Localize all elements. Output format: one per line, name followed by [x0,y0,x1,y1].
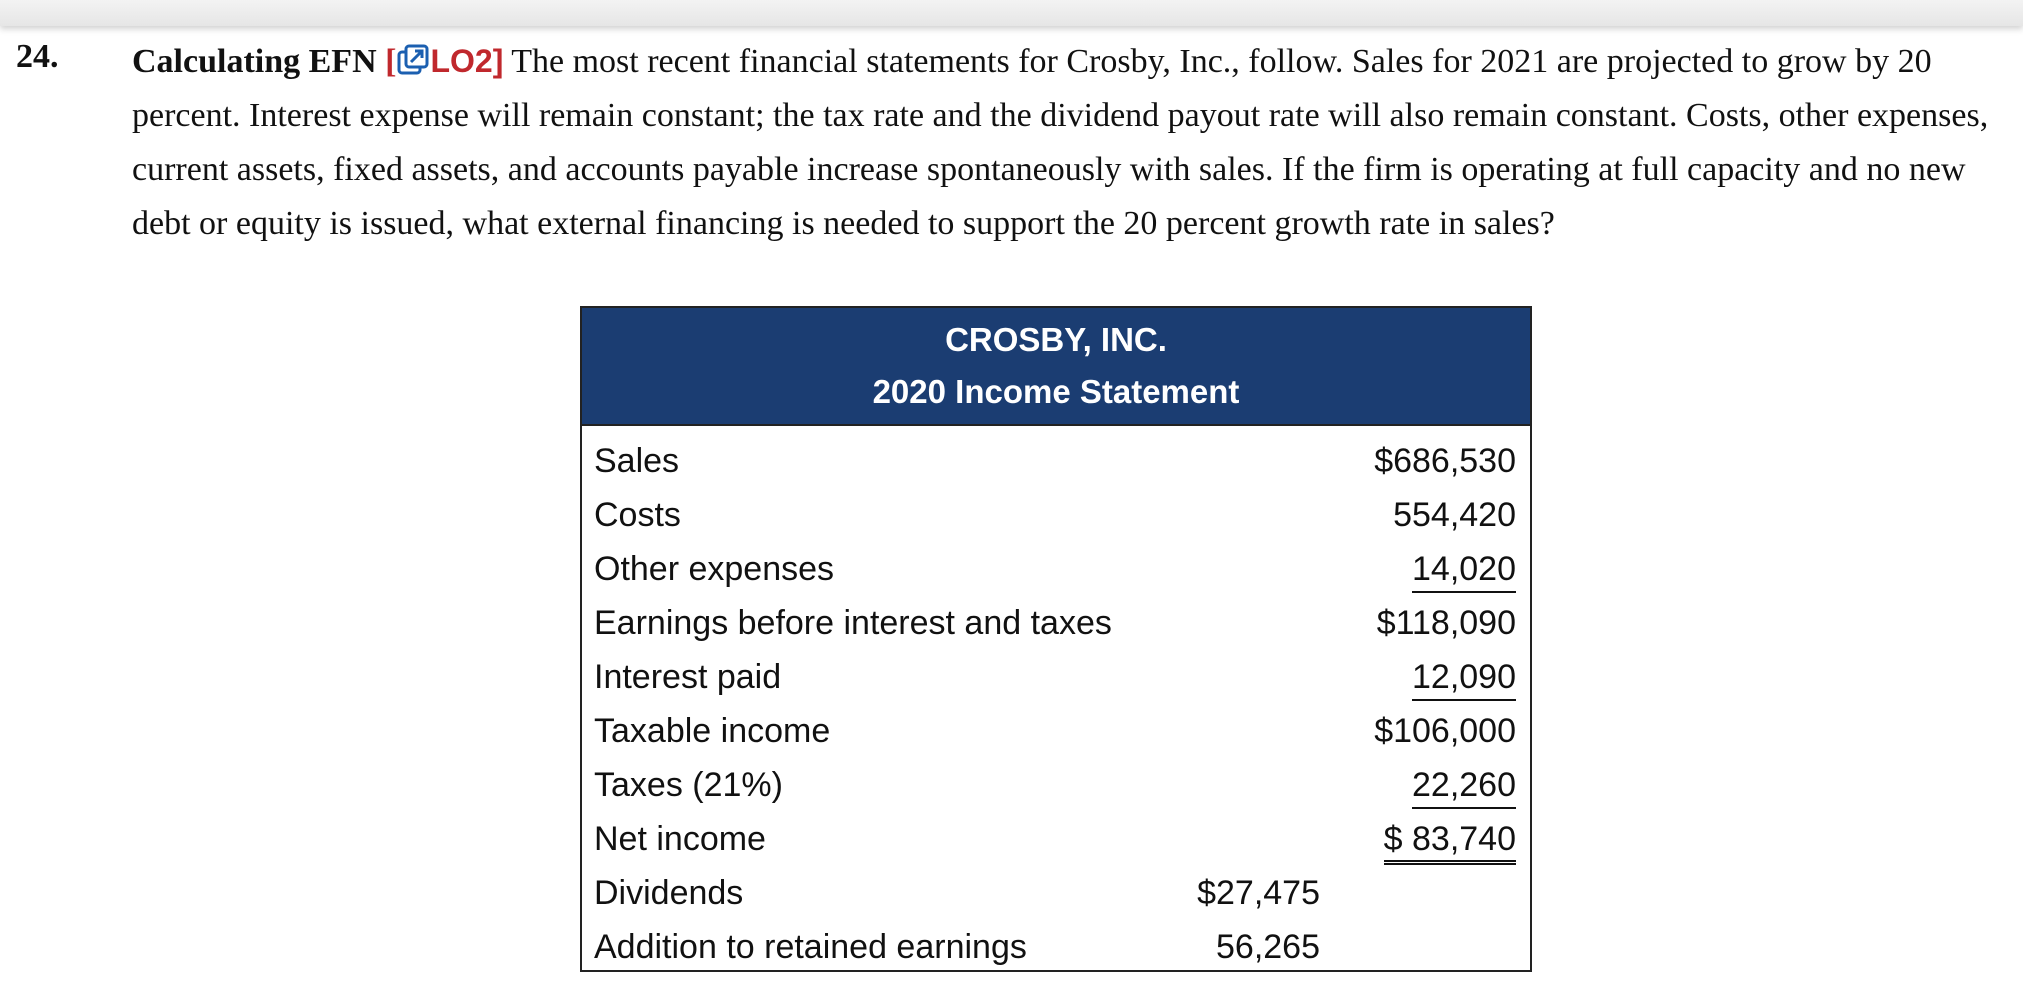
row-label: Interest paid [594,658,782,696]
row-label: Other expenses [594,550,835,588]
row-value: $686,530 [1374,442,1516,480]
table-row [582,596,1530,650]
statement-rows [582,426,1530,974]
top-bar [0,0,2023,26]
row-value: 56,265 [1216,928,1320,966]
row-label: Earnings before interest and taxes [594,604,1112,642]
row-value: 12,090 [1412,658,1516,701]
row-value: 22,260 [1412,766,1516,809]
question-body-line1: The most recent financial statements for Crosby, Inc., follow. Sales for 2021 are projected to [503,43,1769,80]
row-label: Sales [594,442,680,480]
table-row [582,434,1530,488]
company-name: CROSBY, INC. [945,321,1167,358]
row-value: $118,090 [1376,604,1516,642]
question-number: 24. [16,38,59,75]
statement-title: 2020 Income Statement [872,373,1240,410]
row-label: Taxable income [594,712,831,750]
statement-header [582,308,1530,426]
row-value: $27,475 [1197,874,1320,912]
row-value: 554,420 [1393,496,1516,534]
row-label: Taxes (21%) [594,766,783,804]
table-row [582,758,1530,812]
row-label: Net income [594,820,766,858]
question-title: Calculating EFN [132,43,377,80]
learning-objective-link[interactable]: LO2] [430,43,504,79]
table-row [582,704,1530,758]
question-body-rest: grow by 20 percent. Interest expense will remain constant; the tax rate and the dividend payout rate will also remain constant. Costs, other expenses, current assets, fixed assets, and accounts payable increase spontaneously with sales. If the firm is operating at full capacity and no new debt or equity is issued, what external financing is needed to support the 20 percent growth rate in sales? [132,43,1989,242]
row-label: Addition to retained earnings [594,928,1027,966]
row-value: $106,000 [1374,712,1516,750]
table-row [582,920,1530,974]
row-label: Costs [594,496,681,534]
income-statement-table [580,306,1532,972]
table-row [582,650,1530,704]
table-row [582,542,1530,596]
question-text [132,34,1992,251]
table-row [582,488,1530,542]
external-link-icon[interactable] [396,40,430,74]
row-value: 14,020 [1412,550,1516,593]
row-label: Dividends [594,874,744,912]
table-row [582,866,1530,920]
table-row [582,812,1530,866]
bracket-open: [ [385,43,397,80]
row-value: $ 83,740 [1384,820,1516,865]
